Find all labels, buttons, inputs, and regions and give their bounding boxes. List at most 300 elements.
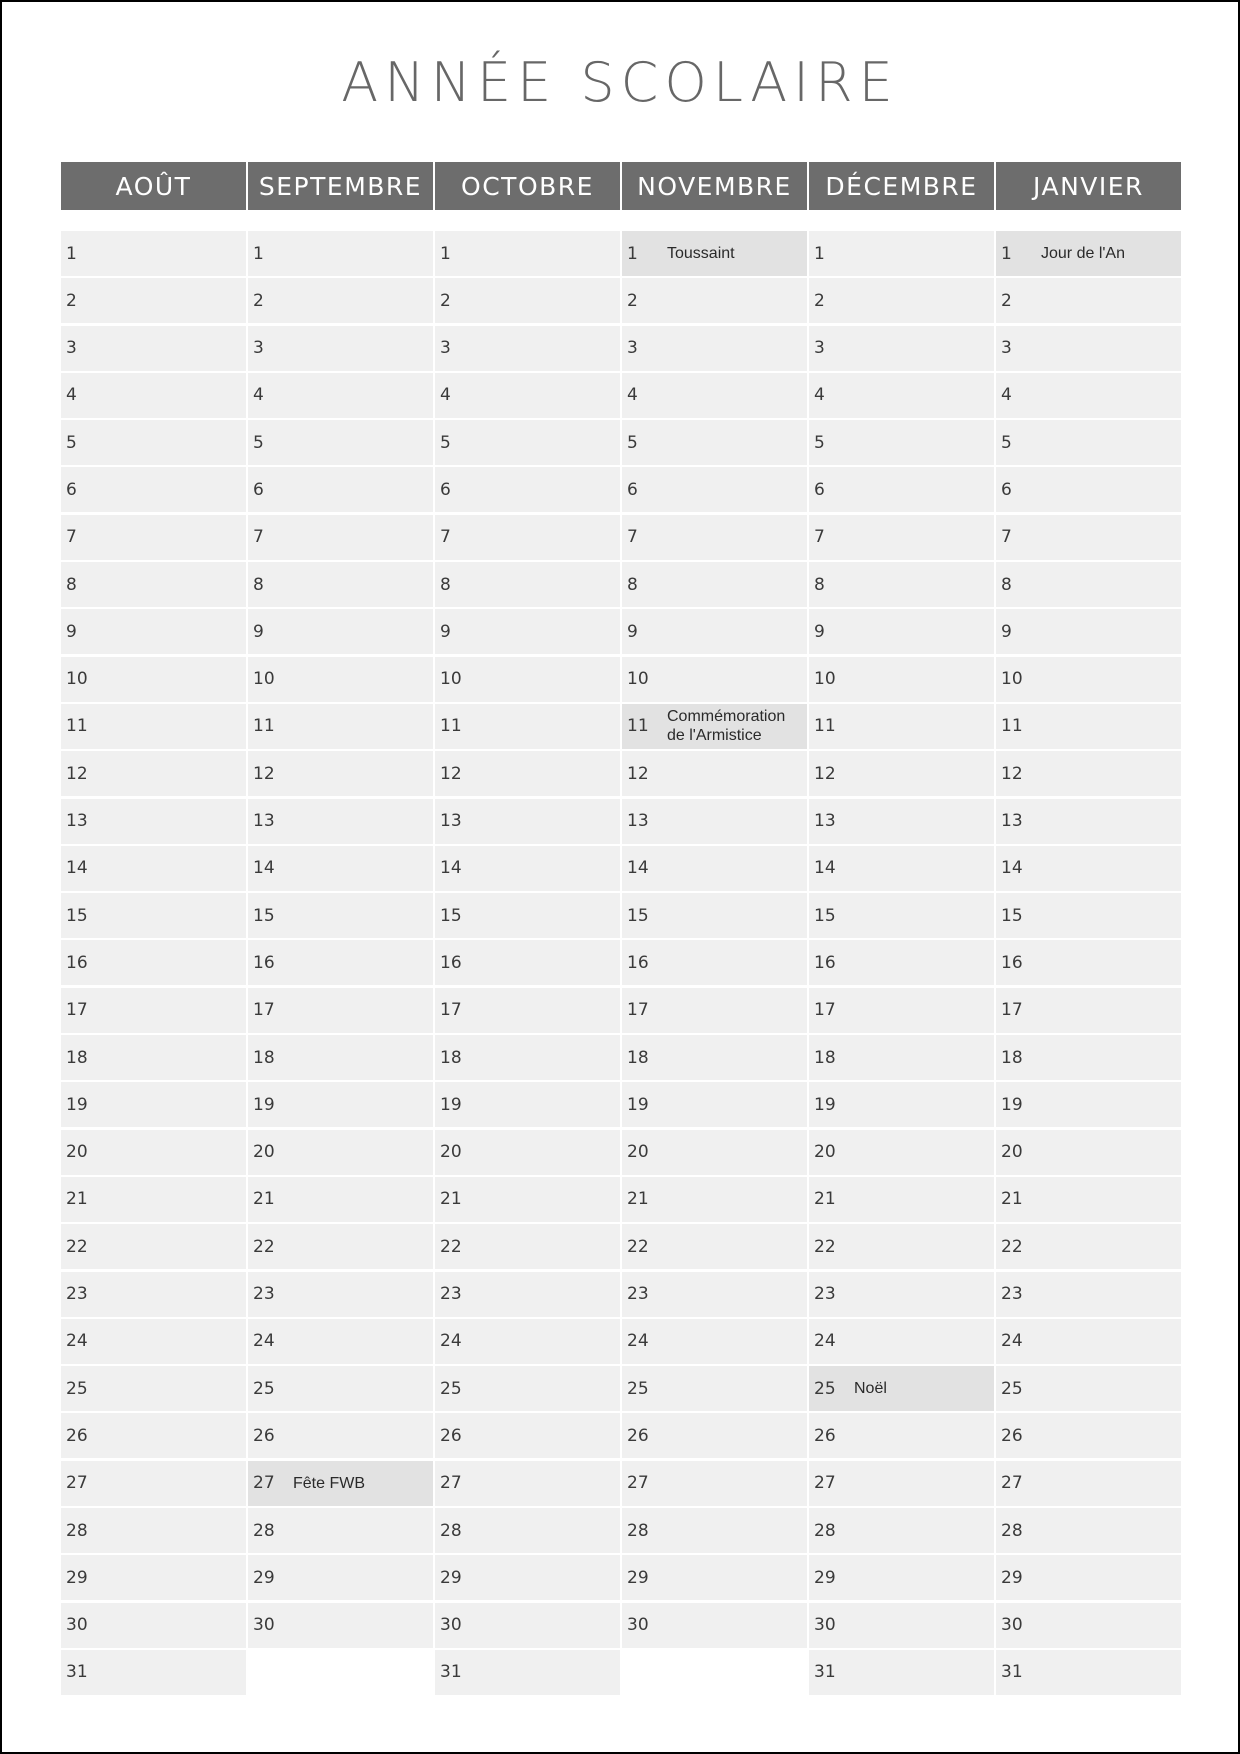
day-cell — [809, 231, 994, 276]
day-cell — [809, 1177, 994, 1222]
day-number: 16 — [440, 952, 462, 973]
day-cell — [622, 326, 807, 371]
day-number: 12 — [66, 763, 88, 784]
day-number: 2 — [440, 290, 451, 311]
day-cell — [435, 609, 620, 654]
day-cell — [996, 1603, 1181, 1648]
day-cell — [248, 515, 433, 560]
day-number: 17 — [253, 1000, 275, 1021]
day-cell — [435, 1413, 620, 1458]
day-number: 29 — [814, 1567, 836, 1588]
day-cell — [622, 373, 807, 418]
day-number: 25 — [814, 1378, 836, 1399]
day-number: 1 — [1001, 243, 1012, 264]
day-number: 6 — [627, 479, 638, 500]
day-cell — [61, 846, 246, 891]
day-cell — [809, 893, 994, 938]
day-number: 18 — [253, 1047, 275, 1068]
day-cell — [61, 609, 246, 654]
day-cell — [622, 1366, 807, 1411]
day-cell — [809, 467, 994, 512]
day-number: 23 — [66, 1284, 88, 1305]
day-number: 27 — [66, 1473, 88, 1494]
day-number: 8 — [627, 574, 638, 595]
day-cell — [809, 988, 994, 1033]
day-cell — [622, 278, 807, 323]
day-number: 5 — [440, 432, 451, 453]
day-cell — [996, 1082, 1181, 1127]
day-number: 19 — [627, 1094, 649, 1115]
day-number: 27 — [1001, 1473, 1023, 1494]
day-number: 1 — [814, 243, 825, 264]
day-cell — [435, 467, 620, 512]
day-cell — [996, 373, 1181, 418]
day-number: 22 — [627, 1236, 649, 1257]
day-cell — [809, 1555, 994, 1600]
day-number: 20 — [253, 1142, 275, 1163]
day-number: 12 — [627, 763, 649, 784]
day-cell — [61, 278, 246, 323]
day-number: 22 — [66, 1236, 88, 1257]
day-cell — [435, 515, 620, 560]
month-column — [622, 231, 807, 1695]
day-number: 1 — [440, 243, 451, 264]
day-cell — [996, 1461, 1181, 1506]
day-number: 21 — [814, 1189, 836, 1210]
day-number: 16 — [627, 952, 649, 973]
day-number: 31 — [814, 1662, 836, 1683]
day-cell — [435, 751, 620, 796]
day-number: 18 — [627, 1047, 649, 1068]
day-number: 5 — [66, 432, 77, 453]
day-cell — [435, 1603, 620, 1648]
day-cell — [809, 420, 994, 465]
month-column — [61, 231, 246, 1695]
day-cell — [996, 1413, 1181, 1458]
day-number: 19 — [1001, 1094, 1023, 1115]
day-cell — [435, 1508, 620, 1553]
day-cell — [622, 1130, 807, 1175]
day-number: 4 — [627, 385, 638, 406]
day-number: 23 — [627, 1284, 649, 1305]
day-number: 9 — [814, 621, 825, 642]
day-number: 7 — [66, 527, 77, 548]
day-number: 18 — [66, 1047, 88, 1068]
day-number: 25 — [1001, 1378, 1023, 1399]
day-number: 8 — [66, 574, 77, 595]
day-number: 30 — [253, 1615, 275, 1636]
day-cell — [809, 846, 994, 891]
month-header: NOVEMBRE — [622, 162, 807, 210]
day-number: 15 — [66, 905, 88, 926]
day-cell — [809, 326, 994, 371]
day-cell — [248, 420, 433, 465]
day-cell — [996, 467, 1181, 512]
day-number: 8 — [1001, 574, 1012, 595]
day-cell — [61, 751, 246, 796]
day-number: 6 — [1001, 479, 1012, 500]
day-cell — [809, 940, 994, 985]
day-cell — [622, 1461, 807, 1506]
day-cell — [435, 940, 620, 985]
day-cell — [996, 1035, 1181, 1080]
day-cell — [996, 326, 1181, 371]
day-number: 6 — [440, 479, 451, 500]
day-cell — [622, 893, 807, 938]
day-cell — [248, 1319, 433, 1364]
day-number: 23 — [1001, 1284, 1023, 1305]
day-cell — [435, 1130, 620, 1175]
day-number: 14 — [814, 858, 836, 879]
day-number: 14 — [440, 858, 462, 879]
day-number: 28 — [627, 1520, 649, 1541]
day-cell — [248, 1508, 433, 1553]
day-number: 23 — [440, 1284, 462, 1305]
day-number: 21 — [66, 1189, 88, 1210]
day-number: 24 — [1001, 1331, 1023, 1352]
day-number: 27 — [253, 1473, 275, 1494]
day-cell — [61, 1603, 246, 1648]
day-cell — [622, 1319, 807, 1364]
day-number: 16 — [66, 952, 88, 973]
day-cell — [996, 657, 1181, 702]
day-number: 1 — [627, 243, 638, 264]
day-number: 31 — [66, 1662, 88, 1683]
day-number: 28 — [253, 1520, 275, 1541]
day-number: 28 — [814, 1520, 836, 1541]
day-cell — [61, 1177, 246, 1222]
day-cell — [809, 657, 994, 702]
holiday-label: Commémoration de l'Armistice — [667, 708, 786, 745]
day-number: 19 — [253, 1094, 275, 1115]
day-number: 12 — [440, 763, 462, 784]
day-number: 14 — [1001, 858, 1023, 879]
day-number: 19 — [66, 1094, 88, 1115]
day-cell — [622, 657, 807, 702]
day-cell — [996, 704, 1181, 749]
day-number: 22 — [253, 1236, 275, 1257]
day-cell — [622, 420, 807, 465]
day-cell — [622, 1177, 807, 1222]
month-column — [248, 231, 433, 1695]
holiday-label: Noël — [854, 1380, 887, 1398]
day-number: 15 — [814, 905, 836, 926]
day-cell — [248, 1272, 433, 1317]
day-cell — [435, 799, 620, 844]
day-number: 15 — [627, 905, 649, 926]
day-cell — [809, 373, 994, 418]
holiday-day-cell — [809, 1366, 994, 1411]
day-number: 13 — [1001, 811, 1023, 832]
day-cell — [61, 1413, 246, 1458]
day-cell — [61, 1082, 246, 1127]
month-column — [996, 231, 1181, 1695]
day-cell — [248, 231, 433, 276]
day-number: 11 — [440, 716, 462, 737]
day-cell — [996, 1224, 1181, 1269]
day-number: 4 — [440, 385, 451, 406]
day-cell — [435, 1224, 620, 1269]
day-cell — [622, 799, 807, 844]
day-cell — [996, 278, 1181, 323]
day-number: 7 — [627, 527, 638, 548]
day-number: 30 — [1001, 1615, 1023, 1636]
day-number: 12 — [814, 763, 836, 784]
day-cell — [248, 1130, 433, 1175]
day-cell — [809, 1508, 994, 1553]
day-cell — [248, 1413, 433, 1458]
day-number: 24 — [627, 1331, 649, 1352]
day-number: 22 — [440, 1236, 462, 1257]
day-number: 13 — [66, 811, 88, 832]
holiday-label: Toussaint — [667, 245, 735, 262]
day-cell — [61, 1224, 246, 1269]
day-number: 30 — [627, 1615, 649, 1636]
day-number: 4 — [253, 385, 264, 406]
day-number: 9 — [253, 621, 264, 642]
day-number: 12 — [253, 763, 275, 784]
day-number: 14 — [253, 858, 275, 879]
day-cell — [248, 799, 433, 844]
day-number: 28 — [440, 1520, 462, 1541]
day-number: 27 — [440, 1473, 462, 1494]
day-cell — [809, 1082, 994, 1127]
day-number: 20 — [1001, 1142, 1023, 1163]
day-cell — [809, 1461, 994, 1506]
day-cell — [622, 846, 807, 891]
day-cell — [435, 1461, 620, 1506]
day-number: 19 — [440, 1094, 462, 1115]
day-number: 15 — [440, 905, 462, 926]
day-number: 5 — [814, 432, 825, 453]
day-cell — [996, 1177, 1181, 1222]
day-cell — [809, 278, 994, 323]
day-number: 17 — [814, 1000, 836, 1021]
month-header: DÉCEMBRE — [809, 162, 994, 210]
day-cell — [996, 846, 1181, 891]
day-number: 25 — [627, 1378, 649, 1399]
day-cell — [622, 751, 807, 796]
day-cell — [809, 799, 994, 844]
day-cell — [809, 562, 994, 607]
holiday-day-cell — [622, 704, 807, 749]
day-number: 20 — [814, 1142, 836, 1163]
day-cell — [996, 1319, 1181, 1364]
day-number: 25 — [253, 1378, 275, 1399]
day-cell — [248, 609, 433, 654]
day-number: 27 — [814, 1473, 836, 1494]
day-cell — [622, 609, 807, 654]
day-cell — [61, 1508, 246, 1553]
day-cell — [61, 657, 246, 702]
day-number: 18 — [814, 1047, 836, 1068]
day-number: 12 — [1001, 763, 1023, 784]
day-number: 31 — [440, 1662, 462, 1683]
day-cell — [61, 988, 246, 1033]
day-cell — [809, 1413, 994, 1458]
day-number: 26 — [253, 1425, 275, 1446]
day-cell — [996, 1508, 1181, 1553]
day-number: 2 — [814, 290, 825, 311]
day-number: 5 — [253, 432, 264, 453]
empty-day-cell — [622, 1650, 807, 1695]
day-cell — [248, 988, 433, 1033]
day-cell — [248, 467, 433, 512]
day-cell — [996, 893, 1181, 938]
day-number: 21 — [1001, 1189, 1023, 1210]
day-number: 7 — [814, 527, 825, 548]
day-number: 5 — [1001, 432, 1012, 453]
day-cell — [809, 1650, 994, 1695]
day-cell — [61, 1319, 246, 1364]
month-headers — [61, 162, 1181, 210]
day-cell — [248, 893, 433, 938]
month-column — [809, 231, 994, 1695]
day-number: 9 — [440, 621, 451, 642]
day-cell — [809, 1224, 994, 1269]
day-cell — [248, 1035, 433, 1080]
day-cell — [248, 326, 433, 371]
day-number: 8 — [440, 574, 451, 595]
day-cell — [61, 1650, 246, 1695]
day-number: 15 — [253, 905, 275, 926]
holiday-day-cell — [996, 231, 1181, 276]
day-cell — [61, 420, 246, 465]
day-cell — [435, 420, 620, 465]
day-number: 7 — [1001, 527, 1012, 548]
day-cell — [996, 1555, 1181, 1600]
month-header: OCTOBRE — [435, 162, 620, 210]
day-number: 30 — [66, 1615, 88, 1636]
day-number: 20 — [440, 1142, 462, 1163]
day-number: 16 — [253, 952, 275, 973]
day-number: 13 — [627, 811, 649, 832]
day-number: 7 — [253, 527, 264, 548]
day-cell — [248, 1366, 433, 1411]
day-cell — [996, 988, 1181, 1033]
day-number: 21 — [440, 1189, 462, 1210]
day-number: 3 — [627, 338, 638, 359]
holiday-label: Jour de l'An — [1041, 245, 1125, 262]
day-number: 20 — [66, 1142, 88, 1163]
day-cell — [622, 1224, 807, 1269]
day-number: 29 — [627, 1567, 649, 1588]
day-number: 11 — [66, 716, 88, 737]
day-number: 29 — [440, 1567, 462, 1588]
day-number: 6 — [66, 479, 77, 500]
day-cell — [435, 846, 620, 891]
day-cell — [809, 1035, 994, 1080]
day-cell — [622, 562, 807, 607]
day-cell — [435, 562, 620, 607]
day-cell — [622, 1603, 807, 1648]
day-number: 26 — [66, 1425, 88, 1446]
day-number: 24 — [66, 1331, 88, 1352]
month-header: JANVIER — [996, 162, 1181, 210]
day-number: 31 — [1001, 1662, 1023, 1683]
day-cell — [248, 562, 433, 607]
day-cell — [435, 988, 620, 1033]
day-number: 19 — [814, 1094, 836, 1115]
day-number: 24 — [253, 1331, 275, 1352]
day-cell — [248, 704, 433, 749]
day-number: 1 — [253, 243, 264, 264]
day-cell — [996, 799, 1181, 844]
day-cell — [996, 515, 1181, 560]
day-number: 27 — [627, 1473, 649, 1494]
day-cell — [248, 1177, 433, 1222]
day-cell — [435, 231, 620, 276]
day-number: 3 — [253, 338, 264, 359]
day-cell — [61, 1272, 246, 1317]
holiday-label: Fête FWB — [293, 1474, 366, 1492]
day-cell — [622, 940, 807, 985]
day-cell — [435, 1366, 620, 1411]
day-cell — [61, 799, 246, 844]
month-header: SEPTEMBRE — [248, 162, 433, 210]
day-number: 29 — [253, 1567, 275, 1588]
day-cell — [996, 609, 1181, 654]
day-cell — [61, 1366, 246, 1411]
day-number: 17 — [627, 1000, 649, 1021]
day-cell — [61, 515, 246, 560]
day-cell — [435, 1177, 620, 1222]
day-cell — [61, 940, 246, 985]
day-cell — [996, 1130, 1181, 1175]
day-cell — [248, 1082, 433, 1127]
day-cell — [435, 1035, 620, 1080]
day-cell — [61, 373, 246, 418]
day-cell — [248, 1555, 433, 1600]
day-cell — [248, 751, 433, 796]
day-number: 4 — [66, 385, 77, 406]
day-number: 21 — [627, 1189, 649, 1210]
holiday-day-cell — [622, 231, 807, 276]
day-number: 4 — [814, 385, 825, 406]
day-number: 25 — [66, 1378, 88, 1399]
day-cell — [809, 515, 994, 560]
day-cell — [248, 1224, 433, 1269]
day-number: 13 — [253, 811, 275, 832]
day-number: 17 — [66, 1000, 88, 1021]
day-cell — [996, 1366, 1181, 1411]
day-number: 26 — [814, 1425, 836, 1446]
day-cell — [996, 1272, 1181, 1317]
day-number: 22 — [814, 1236, 836, 1257]
day-number: 11 — [627, 716, 649, 737]
day-number: 29 — [1001, 1567, 1023, 1588]
day-cell — [996, 562, 1181, 607]
day-number: 26 — [627, 1425, 649, 1446]
day-cell — [61, 704, 246, 749]
day-number: 25 — [440, 1378, 462, 1399]
day-cell — [622, 1508, 807, 1553]
day-cell — [61, 326, 246, 371]
day-number: 2 — [1001, 290, 1012, 311]
day-cell — [809, 1603, 994, 1648]
day-number: 26 — [440, 1425, 462, 1446]
day-cell — [435, 1082, 620, 1127]
day-cell — [61, 1555, 246, 1600]
day-cell — [435, 373, 620, 418]
day-number: 17 — [440, 1000, 462, 1021]
day-number: 18 — [1001, 1047, 1023, 1068]
day-number: 7 — [440, 527, 451, 548]
day-number: 2 — [66, 290, 77, 311]
day-cell — [809, 704, 994, 749]
day-cell — [248, 1603, 433, 1648]
day-cell — [435, 657, 620, 702]
